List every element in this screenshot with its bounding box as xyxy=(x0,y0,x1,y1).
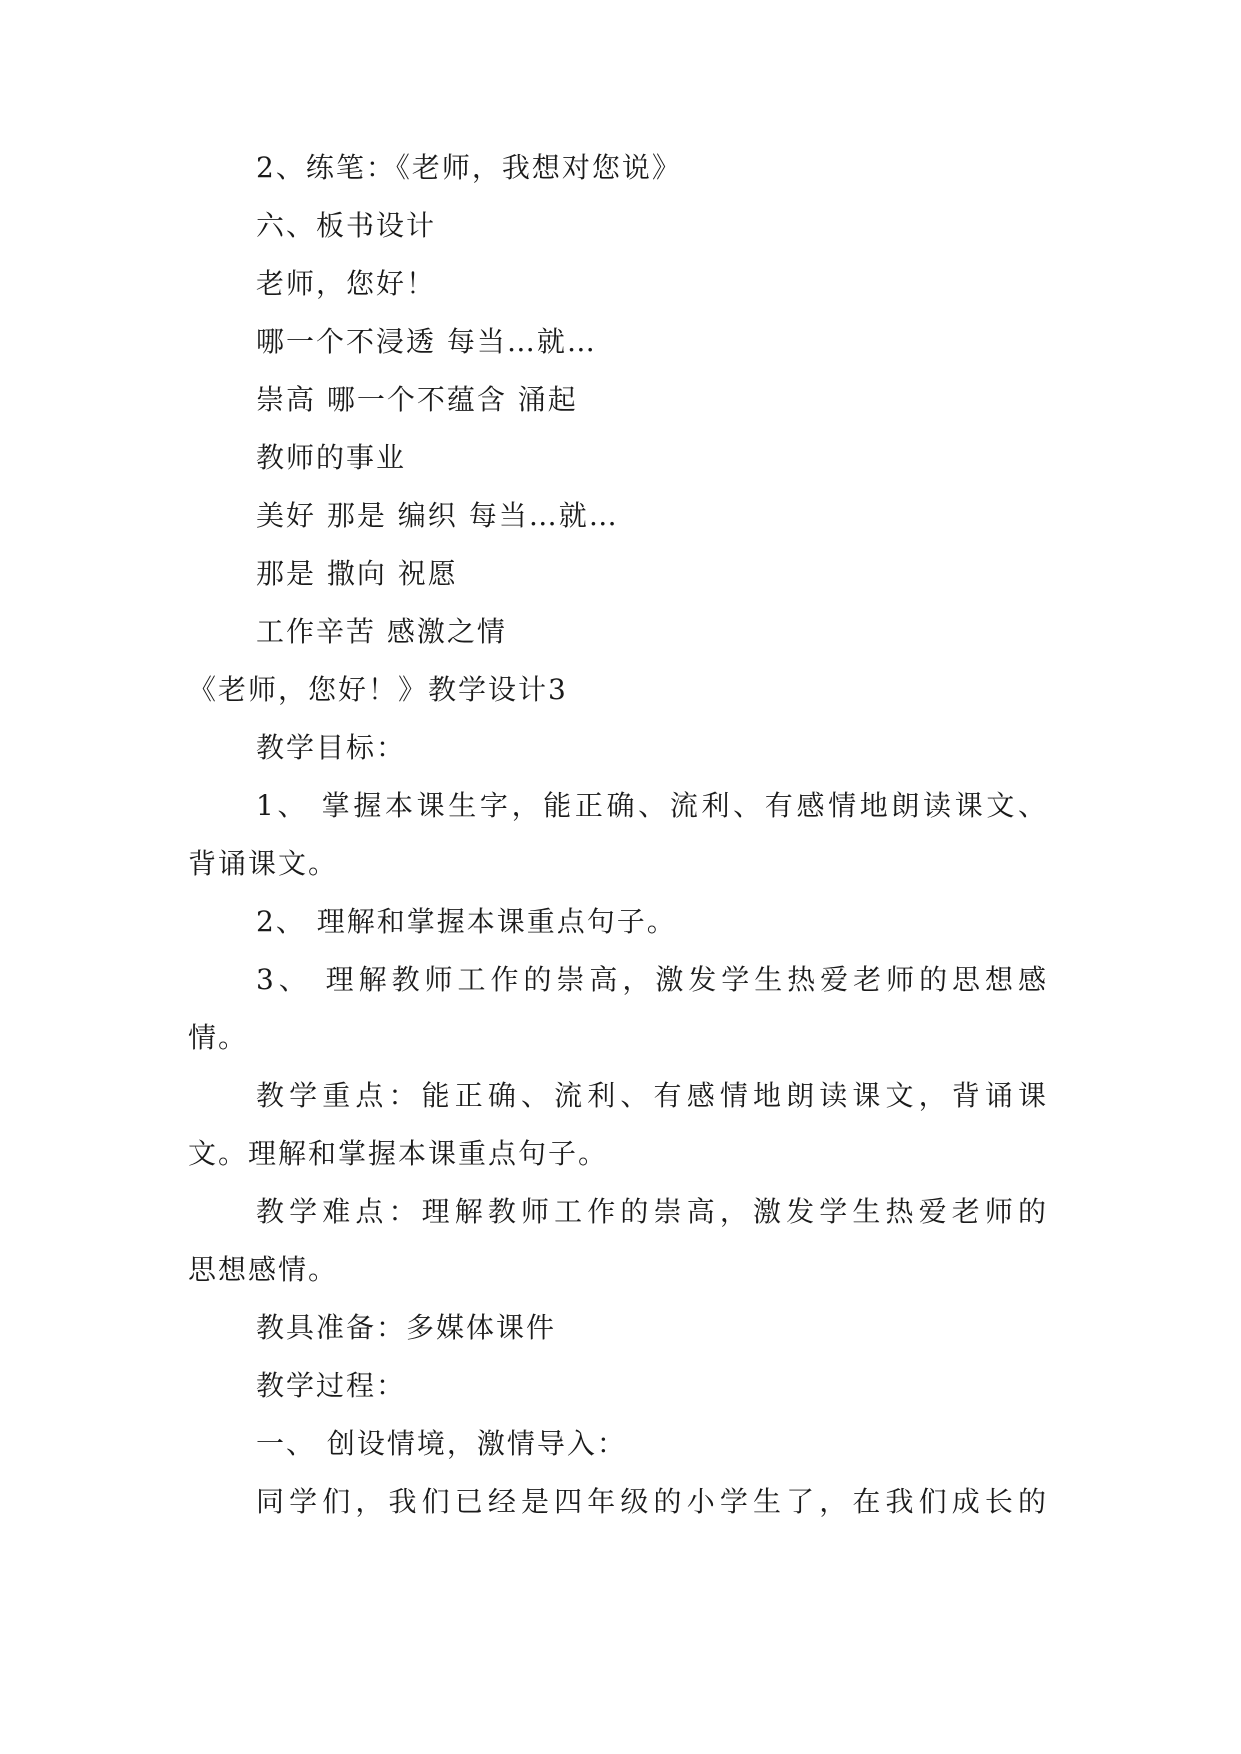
text-line: 2、练笔：《老师，我想对您说》 xyxy=(256,151,682,184)
document-title: 《老师，您好！》教学设计3 xyxy=(188,673,568,706)
text-line: 教师的事业 xyxy=(256,441,407,474)
text-line: 背诵课文。 xyxy=(188,847,339,880)
text-line: 文。理解和掌握本课重点句子。 xyxy=(188,1137,609,1170)
text-line: 崇高 哪一个不蕴含 涌起 xyxy=(256,383,578,416)
text-line: 情。 xyxy=(188,1021,249,1054)
text-line: 同学们，我们已经是四年级的小学生了，在我们成长的 xyxy=(256,1485,1048,1518)
text-line: 那是 撒向 祝愿 xyxy=(256,557,458,590)
section-heading: 教学目标： xyxy=(256,731,407,764)
section-heading: 一、 创设情境，激情导入： xyxy=(256,1427,627,1460)
text-line: 哪一个不浸透 每当…就… xyxy=(256,325,597,358)
section-heading: 六、板书设计 xyxy=(256,209,437,242)
text-line: 1、 掌握本课生字，能正确、流利、有感情地朗读课文、 xyxy=(256,789,1048,822)
text-line: 2、 理解和掌握本课重点句子。 xyxy=(256,905,677,938)
text-line: 教学难点：理解教师工作的崇高，激发学生热爱老师的 xyxy=(256,1195,1048,1228)
text-line: 美好 那是 编织 每当…就… xyxy=(256,499,619,532)
text-line: 3、 理解教师工作的崇高，激发学生热爱老师的思想感 xyxy=(256,963,1048,996)
text-line: 教学重点：能正确、流利、有感情地朗读课文，背诵课 xyxy=(256,1079,1048,1112)
section-heading: 教学过程： xyxy=(256,1369,407,1402)
text-line: 老师，您好！ xyxy=(256,267,437,300)
text-line: 思想感情。 xyxy=(188,1253,339,1286)
text-line: 工作辛苦 感激之情 xyxy=(256,615,507,648)
text-line: 教具准备：多媒体课件 xyxy=(256,1311,557,1344)
